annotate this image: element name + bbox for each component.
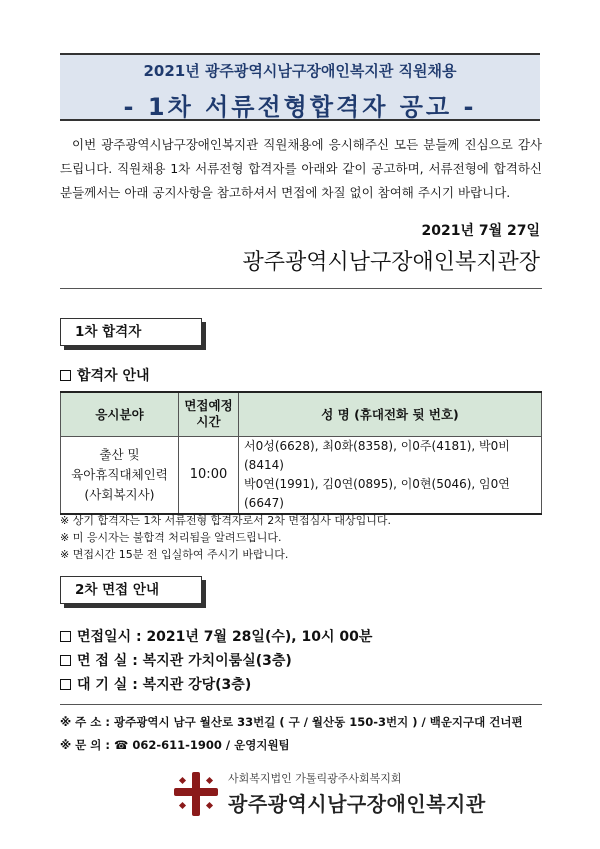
footer-subtitle: 사회복지법인 가톨릭광주사회복지회 xyxy=(228,772,402,785)
field-cell xyxy=(61,436,179,514)
schedule-item xyxy=(60,625,372,649)
contact-info xyxy=(60,711,523,757)
divider xyxy=(60,288,542,289)
table-row xyxy=(61,436,542,514)
checkbox-icon xyxy=(60,631,71,642)
schedule-item xyxy=(60,649,372,673)
header-field: 응시분야 xyxy=(61,392,179,436)
header-time: 면접예정 시간 xyxy=(179,392,239,436)
field-line: 출산 및 xyxy=(99,446,140,462)
phone-number: 062-611-1900 / 운영지원팀 xyxy=(132,738,290,752)
note-item: ※ 상기 합격자는 1차 서류전형 합격자로서 2차 면접심사 대상입니다. xyxy=(60,512,391,529)
checkbox-icon xyxy=(60,655,71,666)
names-cell xyxy=(239,436,542,514)
footer xyxy=(172,768,512,818)
schedule-text: 대 기 실 : 복지관 강당(3층) xyxy=(77,677,252,693)
schedule-text: 면접일시 : 2021년 7월 28일(수), 10시 00분 xyxy=(77,629,373,645)
schedule-text: 면 접 실 : 복지관 가치이룸실(3층) xyxy=(77,653,292,669)
title-prefix: 2021년 광주광역시남구장애인복지관 xyxy=(143,62,399,80)
title-box xyxy=(60,53,540,121)
section1-heading: 1차 합격자 xyxy=(60,318,202,346)
interview-schedule xyxy=(60,625,372,697)
checkbox-icon xyxy=(60,370,71,381)
title-line1 xyxy=(60,60,540,81)
cross-logo-icon xyxy=(172,770,220,818)
page-title: - 1차 서류전형합격자 공고 - xyxy=(123,93,477,121)
result-table xyxy=(60,391,542,515)
subheading-label: 합격자 안내 xyxy=(77,368,150,384)
names-line: 서0성(6628), 최0화(8358), 이0주(4181), 박0비(8414) xyxy=(244,438,510,472)
title-suffix: 직원채용 xyxy=(398,62,457,80)
schedule-item xyxy=(60,673,372,697)
phone-prefix: ※ 문 의 : xyxy=(60,738,115,752)
field-line: 육아휴직대체인력 xyxy=(71,466,168,482)
organization-name: 광주광역시남구장애인복지관장 xyxy=(242,250,540,275)
footer-org-name: 광주광역시남구장애인복지관 xyxy=(228,792,486,816)
section1-subheading xyxy=(60,365,150,385)
telephone-icon: ☎ xyxy=(114,738,133,752)
time-cell: 10:00 xyxy=(179,436,239,514)
divider xyxy=(60,704,542,705)
field-line: (사회복지사) xyxy=(84,486,155,502)
phone-line xyxy=(60,734,523,757)
section2-heading: 2차 면접 안내 xyxy=(60,576,202,604)
table-header-row xyxy=(61,392,542,436)
intro-paragraph: 이번 광주광역시남구장애인복지관 직원채용에 응시해주신 모든 분들께 진심으로 감사드립니다. 직원채용 1차 서류전형 합격자를 아래와 같이 공고하며, 서류전형에 합격하신 분들께서는 아래 공지사항을 참고하셔서 면접에 차질 없이 참여해 주시기 바랍니다. xyxy=(60,137,542,200)
address-line: ※ 주 소 : 광주광역시 남구 월산로 33번길 ( 구 / 월산동 150-3번지 ) / 백운지구대 건너편 xyxy=(60,715,523,729)
notes xyxy=(60,512,391,563)
note-item: ※ 미 응시자는 불합격 처리됨을 알려드립니다. xyxy=(60,529,391,546)
names-line: 박0연(1991), 김0연(0895), 이0현(5046), 임0연(6647) xyxy=(244,476,510,510)
notice-date: 2021년 7월 27일 xyxy=(421,223,540,239)
header-names: 성 명 (휴대전화 뒷 번호) xyxy=(239,392,542,436)
note-item: ※ 면접시간 15분 전 입실하여 주시기 바랍니다. xyxy=(60,546,391,563)
checkbox-icon xyxy=(60,679,71,690)
